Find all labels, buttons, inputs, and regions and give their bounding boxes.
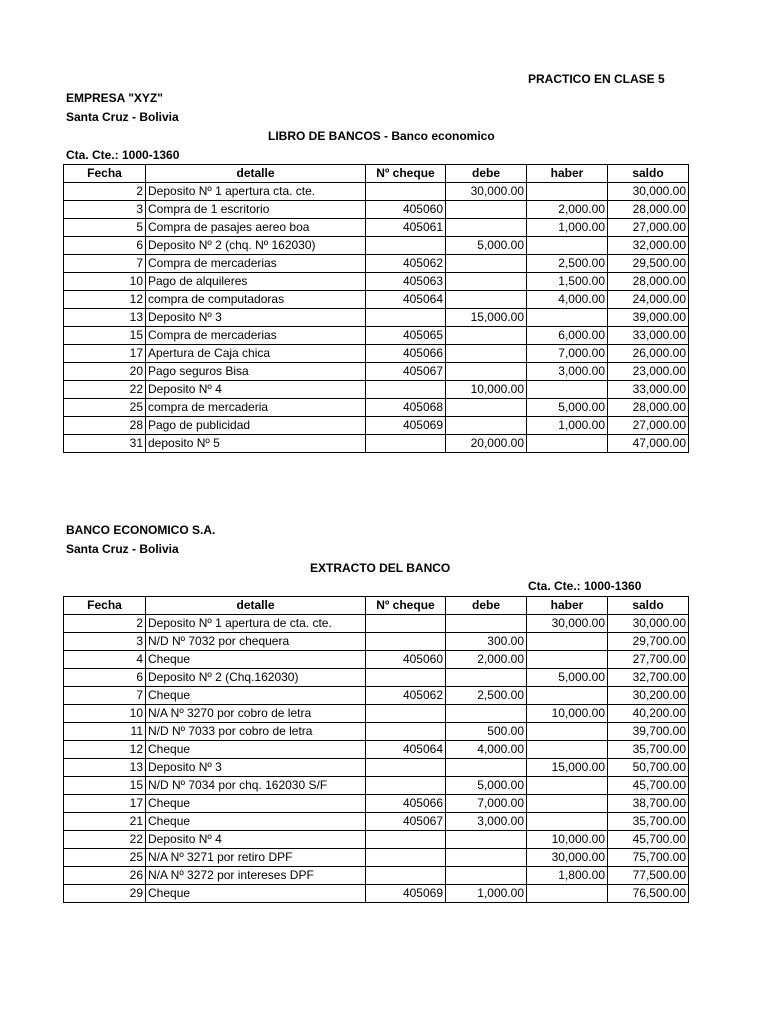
- table-row: [64, 795, 689, 813]
- column-header: Nº cheque: [366, 597, 446, 615]
- haber-cell: [527, 723, 608, 741]
- debe-cell: 500.00: [446, 723, 527, 741]
- debe-cell: 2,500.00: [446, 687, 527, 705]
- table-row: [64, 435, 689, 453]
- detalle-cell: Cheque: [146, 795, 366, 813]
- detalle-cell: Cheque: [146, 687, 366, 705]
- cheque-cell: 405064: [366, 741, 446, 759]
- detalle-cell: Apertura de Caja chica: [146, 345, 366, 363]
- table-row: [64, 777, 689, 795]
- cheque-cell: [366, 309, 446, 327]
- haber-cell: [527, 777, 608, 795]
- detalle-cell: N/A Nº 3272 por intereses DPF: [146, 867, 366, 885]
- fecha-cell: 31: [64, 435, 146, 453]
- table-row: [64, 183, 689, 201]
- column-header: Nº cheque: [366, 165, 446, 183]
- haber-cell: [527, 813, 608, 831]
- table-row: [64, 291, 689, 309]
- fecha-cell: 13: [64, 309, 146, 327]
- fecha-cell: 25: [64, 399, 146, 417]
- table-header-row: [64, 597, 689, 615]
- fecha-cell: 2: [64, 615, 146, 633]
- debe-cell: [446, 345, 527, 363]
- detalle-cell: Pago de alquileres: [146, 273, 366, 291]
- haber-cell: [527, 309, 608, 327]
- table-row: [64, 669, 689, 687]
- fecha-cell: 2: [64, 183, 146, 201]
- fecha-cell: 5: [64, 219, 146, 237]
- table-row: [64, 363, 689, 381]
- saldo-cell: 29,500.00: [608, 255, 689, 273]
- cheque-cell: 405067: [366, 363, 446, 381]
- detalle-cell: Compra de 1 escritorio: [146, 201, 366, 219]
- debe-cell: 5,000.00: [446, 237, 527, 255]
- haber-cell: 4,000.00: [527, 291, 608, 309]
- debe-cell: 30,000.00: [446, 183, 527, 201]
- cheque-cell: [366, 633, 446, 651]
- cheque-cell: 405063: [366, 273, 446, 291]
- fecha-cell: 22: [64, 381, 146, 399]
- saldo-cell: 39,000.00: [608, 309, 689, 327]
- detalle-cell: Cheque: [146, 813, 366, 831]
- cheque-cell: 405068: [366, 399, 446, 417]
- detalle-cell: Compra de mercaderias: [146, 255, 366, 273]
- cheque-cell: [366, 435, 446, 453]
- saldo-cell: 26,000.00: [608, 345, 689, 363]
- column-header: debe: [446, 597, 527, 615]
- cheque-cell: 405061: [366, 219, 446, 237]
- haber-cell: [527, 795, 608, 813]
- column-header: Fecha: [64, 165, 146, 183]
- table-row: [64, 849, 689, 867]
- saldo-cell: 39,700.00: [608, 723, 689, 741]
- table-row: [64, 255, 689, 273]
- debe-cell: [446, 669, 527, 687]
- haber-cell: [527, 741, 608, 759]
- detalle-cell: Cheque: [146, 885, 366, 903]
- fecha-cell: 12: [64, 291, 146, 309]
- detalle-cell: Compra de mercaderias: [146, 327, 366, 345]
- debe-cell: 2,000.00: [446, 651, 527, 669]
- debe-cell: 7,000.00: [446, 795, 527, 813]
- fecha-cell: 11: [64, 723, 146, 741]
- table-row: [64, 327, 689, 345]
- detalle-cell: Compra de pasajes aereo boa: [146, 219, 366, 237]
- cheque-cell: 405065: [366, 327, 446, 345]
- debe-cell: [446, 399, 527, 417]
- saldo-cell: 30,000.00: [608, 615, 689, 633]
- detalle-cell: Pago seguros Bisa: [146, 363, 366, 381]
- fecha-cell: 6: [64, 237, 146, 255]
- detalle-cell: N/A Nº 3271 por retiro DPF: [146, 849, 366, 867]
- detalle-cell: Deposito Nº 3: [146, 309, 366, 327]
- haber-cell: 1,000.00: [527, 417, 608, 435]
- haber-cell: 1,500.00: [527, 273, 608, 291]
- saldo-cell: 27,000.00: [608, 219, 689, 237]
- haber-cell: [527, 237, 608, 255]
- haber-cell: 15,000.00: [527, 759, 608, 777]
- debe-cell: [446, 705, 527, 723]
- debe-cell: [446, 291, 527, 309]
- table-row: [64, 345, 689, 363]
- fecha-cell: 4: [64, 651, 146, 669]
- detalle-cell: Deposito Nº 2 (chq. Nº 162030): [146, 237, 366, 255]
- table-row: [64, 831, 689, 849]
- table-row: [64, 219, 689, 237]
- haber-cell: [527, 435, 608, 453]
- saldo-cell: 33,000.00: [608, 381, 689, 399]
- cheque-cell: 405066: [366, 345, 446, 363]
- saldo-cell: 38,700.00: [608, 795, 689, 813]
- detalle-cell: Deposito Nº 4: [146, 381, 366, 399]
- cheque-cell: 405069: [366, 885, 446, 903]
- saldo-cell: 33,000.00: [608, 327, 689, 345]
- fecha-cell: 12: [64, 741, 146, 759]
- bank-name: BANCO ECONOMICO S.A.: [66, 523, 216, 537]
- table-header-row: [64, 165, 689, 183]
- detalle-cell: compra de computadoras: [146, 291, 366, 309]
- debe-cell: [446, 849, 527, 867]
- detalle-cell: deposito Nº 5: [146, 435, 366, 453]
- haber-cell: 3,000.00: [527, 363, 608, 381]
- fecha-cell: 28: [64, 417, 146, 435]
- detalle-cell: Deposito Nº 2 (Chq.162030): [146, 669, 366, 687]
- fecha-cell: 10: [64, 705, 146, 723]
- saldo-cell: 28,000.00: [608, 201, 689, 219]
- debe-cell: [446, 219, 527, 237]
- debe-cell: [446, 273, 527, 291]
- detalle-cell: Deposito Nº 4: [146, 831, 366, 849]
- statement-account: Cta. Cte.: 1000-1360: [528, 579, 642, 593]
- saldo-cell: 32,700.00: [608, 669, 689, 687]
- haber-cell: 30,000.00: [527, 615, 608, 633]
- table-row: [64, 759, 689, 777]
- libro-de-bancos-table: [63, 164, 689, 453]
- saldo-cell: 32,000.00: [608, 237, 689, 255]
- table-row: [64, 687, 689, 705]
- haber-cell: 1,000.00: [527, 219, 608, 237]
- table-row: [64, 381, 689, 399]
- debe-cell: 300.00: [446, 633, 527, 651]
- column-header: saldo: [608, 597, 689, 615]
- saldo-cell: 29,700.00: [608, 633, 689, 651]
- fecha-cell: 17: [64, 345, 146, 363]
- debe-cell: 1,000.00: [446, 885, 527, 903]
- cheque-cell: 405069: [366, 417, 446, 435]
- cheque-cell: 405066: [366, 795, 446, 813]
- haber-cell: [527, 633, 608, 651]
- debe-cell: 3,000.00: [446, 813, 527, 831]
- table-row: [64, 615, 689, 633]
- table-row: [64, 309, 689, 327]
- haber-cell: 6,000.00: [527, 327, 608, 345]
- cheque-cell: [366, 759, 446, 777]
- haber-cell: 5,000.00: [527, 399, 608, 417]
- debe-cell: 15,000.00: [446, 309, 527, 327]
- haber-cell: 2,000.00: [527, 201, 608, 219]
- saldo-cell: 76,500.00: [608, 885, 689, 903]
- fecha-cell: 15: [64, 777, 146, 795]
- debe-cell: 5,000.00: [446, 777, 527, 795]
- detalle-cell: Pago de publicidad: [146, 417, 366, 435]
- table-row: [64, 201, 689, 219]
- table-row: [64, 885, 689, 903]
- fecha-cell: 21: [64, 813, 146, 831]
- fecha-cell: 6: [64, 669, 146, 687]
- fecha-cell: 13: [64, 759, 146, 777]
- saldo-cell: 23,000.00: [608, 363, 689, 381]
- table-row: [64, 741, 689, 759]
- debe-cell: [446, 201, 527, 219]
- practice-title: PRACTICO EN CLASE 5: [528, 72, 665, 86]
- cheque-cell: [366, 867, 446, 885]
- fecha-cell: 20: [64, 363, 146, 381]
- extracto-del-banco-table: [63, 596, 689, 903]
- cheque-cell: [366, 723, 446, 741]
- table-row: [64, 633, 689, 651]
- haber-cell: 30,000.00: [527, 849, 608, 867]
- saldo-cell: 45,700.00: [608, 777, 689, 795]
- debe-cell: [446, 867, 527, 885]
- saldo-cell: 28,000.00: [608, 399, 689, 417]
- fecha-cell: 25: [64, 849, 146, 867]
- table-row: [64, 813, 689, 831]
- haber-cell: [527, 651, 608, 669]
- cheque-cell: [366, 849, 446, 867]
- company-location: Santa Cruz - Bolivia: [66, 110, 179, 124]
- saldo-cell: 28,000.00: [608, 273, 689, 291]
- debe-cell: [446, 759, 527, 777]
- fecha-cell: 15: [64, 327, 146, 345]
- cheque-cell: 405060: [366, 651, 446, 669]
- column-header: Fecha: [64, 597, 146, 615]
- saldo-cell: 50,700.00: [608, 759, 689, 777]
- fecha-cell: 7: [64, 687, 146, 705]
- haber-cell: 5,000.00: [527, 669, 608, 687]
- cheque-cell: [366, 777, 446, 795]
- haber-cell: 1,800.00: [527, 867, 608, 885]
- table-row: [64, 237, 689, 255]
- column-header: haber: [527, 165, 608, 183]
- table-row: [64, 273, 689, 291]
- fecha-cell: 10: [64, 273, 146, 291]
- book-account: Cta. Cte.: 1000-1360: [66, 148, 180, 162]
- statement-title: EXTRACTO DEL BANCO: [310, 561, 451, 575]
- fecha-cell: 3: [64, 633, 146, 651]
- fecha-cell: 26: [64, 867, 146, 885]
- detalle-cell: Deposito Nº 1 apertura de cta. cte.: [146, 615, 366, 633]
- cheque-cell: 405062: [366, 687, 446, 705]
- table-row: [64, 399, 689, 417]
- table-row: [64, 867, 689, 885]
- detalle-cell: N/A Nº 3270 por cobro de letra: [146, 705, 366, 723]
- detalle-cell: N/D Nº 7032 por chequera: [146, 633, 366, 651]
- debe-cell: 4,000.00: [446, 741, 527, 759]
- saldo-cell: 77,500.00: [608, 867, 689, 885]
- cheque-cell: [366, 237, 446, 255]
- debe-cell: [446, 417, 527, 435]
- saldo-cell: 47,000.00: [608, 435, 689, 453]
- debe-cell: [446, 327, 527, 345]
- saldo-cell: 75,700.00: [608, 849, 689, 867]
- column-header: saldo: [608, 165, 689, 183]
- table-row: [64, 417, 689, 435]
- detalle-cell: Cheque: [146, 651, 366, 669]
- saldo-cell: 45,700.00: [608, 831, 689, 849]
- table-row: [64, 723, 689, 741]
- detalle-cell: N/D Nº 7033 por cobro de letra: [146, 723, 366, 741]
- column-header: detalle: [146, 597, 366, 615]
- saldo-cell: 40,200.00: [608, 705, 689, 723]
- fecha-cell: 22: [64, 831, 146, 849]
- cheque-cell: 405060: [366, 201, 446, 219]
- detalle-cell: Deposito Nº 1 apertura cta. cte.: [146, 183, 366, 201]
- haber-cell: 10,000.00: [527, 705, 608, 723]
- cheque-cell: [366, 705, 446, 723]
- fecha-cell: 17: [64, 795, 146, 813]
- cheque-cell: [366, 831, 446, 849]
- debe-cell: [446, 615, 527, 633]
- saldo-cell: 24,000.00: [608, 291, 689, 309]
- cheque-cell: 405067: [366, 813, 446, 831]
- cheque-cell: [366, 381, 446, 399]
- haber-cell: 10,000.00: [527, 831, 608, 849]
- debe-cell: 10,000.00: [446, 381, 527, 399]
- fecha-cell: 29: [64, 885, 146, 903]
- saldo-cell: 35,700.00: [608, 741, 689, 759]
- book-title: LIBRO DE BANCOS - Banco economico: [268, 129, 495, 143]
- fecha-cell: 3: [64, 201, 146, 219]
- table-row: [64, 705, 689, 723]
- column-header: haber: [527, 597, 608, 615]
- detalle-cell: N/D Nº 7034 por chq. 162030 S/F: [146, 777, 366, 795]
- debe-cell: [446, 255, 527, 273]
- company-name: EMPRESA "XYZ": [66, 91, 163, 105]
- detalle-cell: Deposito Nº 3: [146, 759, 366, 777]
- saldo-cell: 30,200.00: [608, 687, 689, 705]
- detalle-cell: compra de mercaderia: [146, 399, 366, 417]
- debe-cell: 20,000.00: [446, 435, 527, 453]
- debe-cell: [446, 831, 527, 849]
- fecha-cell: 7: [64, 255, 146, 273]
- detalle-cell: Cheque: [146, 741, 366, 759]
- saldo-cell: 30,000.00: [608, 183, 689, 201]
- cheque-cell: [366, 669, 446, 687]
- haber-cell: [527, 183, 608, 201]
- column-header: detalle: [146, 165, 366, 183]
- cheque-cell: 405064: [366, 291, 446, 309]
- haber-cell: [527, 687, 608, 705]
- haber-cell: 2,500.00: [527, 255, 608, 273]
- bank-location: Santa Cruz - Bolivia: [66, 542, 179, 556]
- debe-cell: [446, 363, 527, 381]
- saldo-cell: 27,700.00: [608, 651, 689, 669]
- haber-cell: 7,000.00: [527, 345, 608, 363]
- saldo-cell: 27,000.00: [608, 417, 689, 435]
- table-row: [64, 651, 689, 669]
- cheque-cell: [366, 615, 446, 633]
- saldo-cell: 35,700.00: [608, 813, 689, 831]
- cheque-cell: 405062: [366, 255, 446, 273]
- column-header: debe: [446, 165, 527, 183]
- haber-cell: [527, 381, 608, 399]
- cheque-cell: [366, 183, 446, 201]
- haber-cell: [527, 885, 608, 903]
